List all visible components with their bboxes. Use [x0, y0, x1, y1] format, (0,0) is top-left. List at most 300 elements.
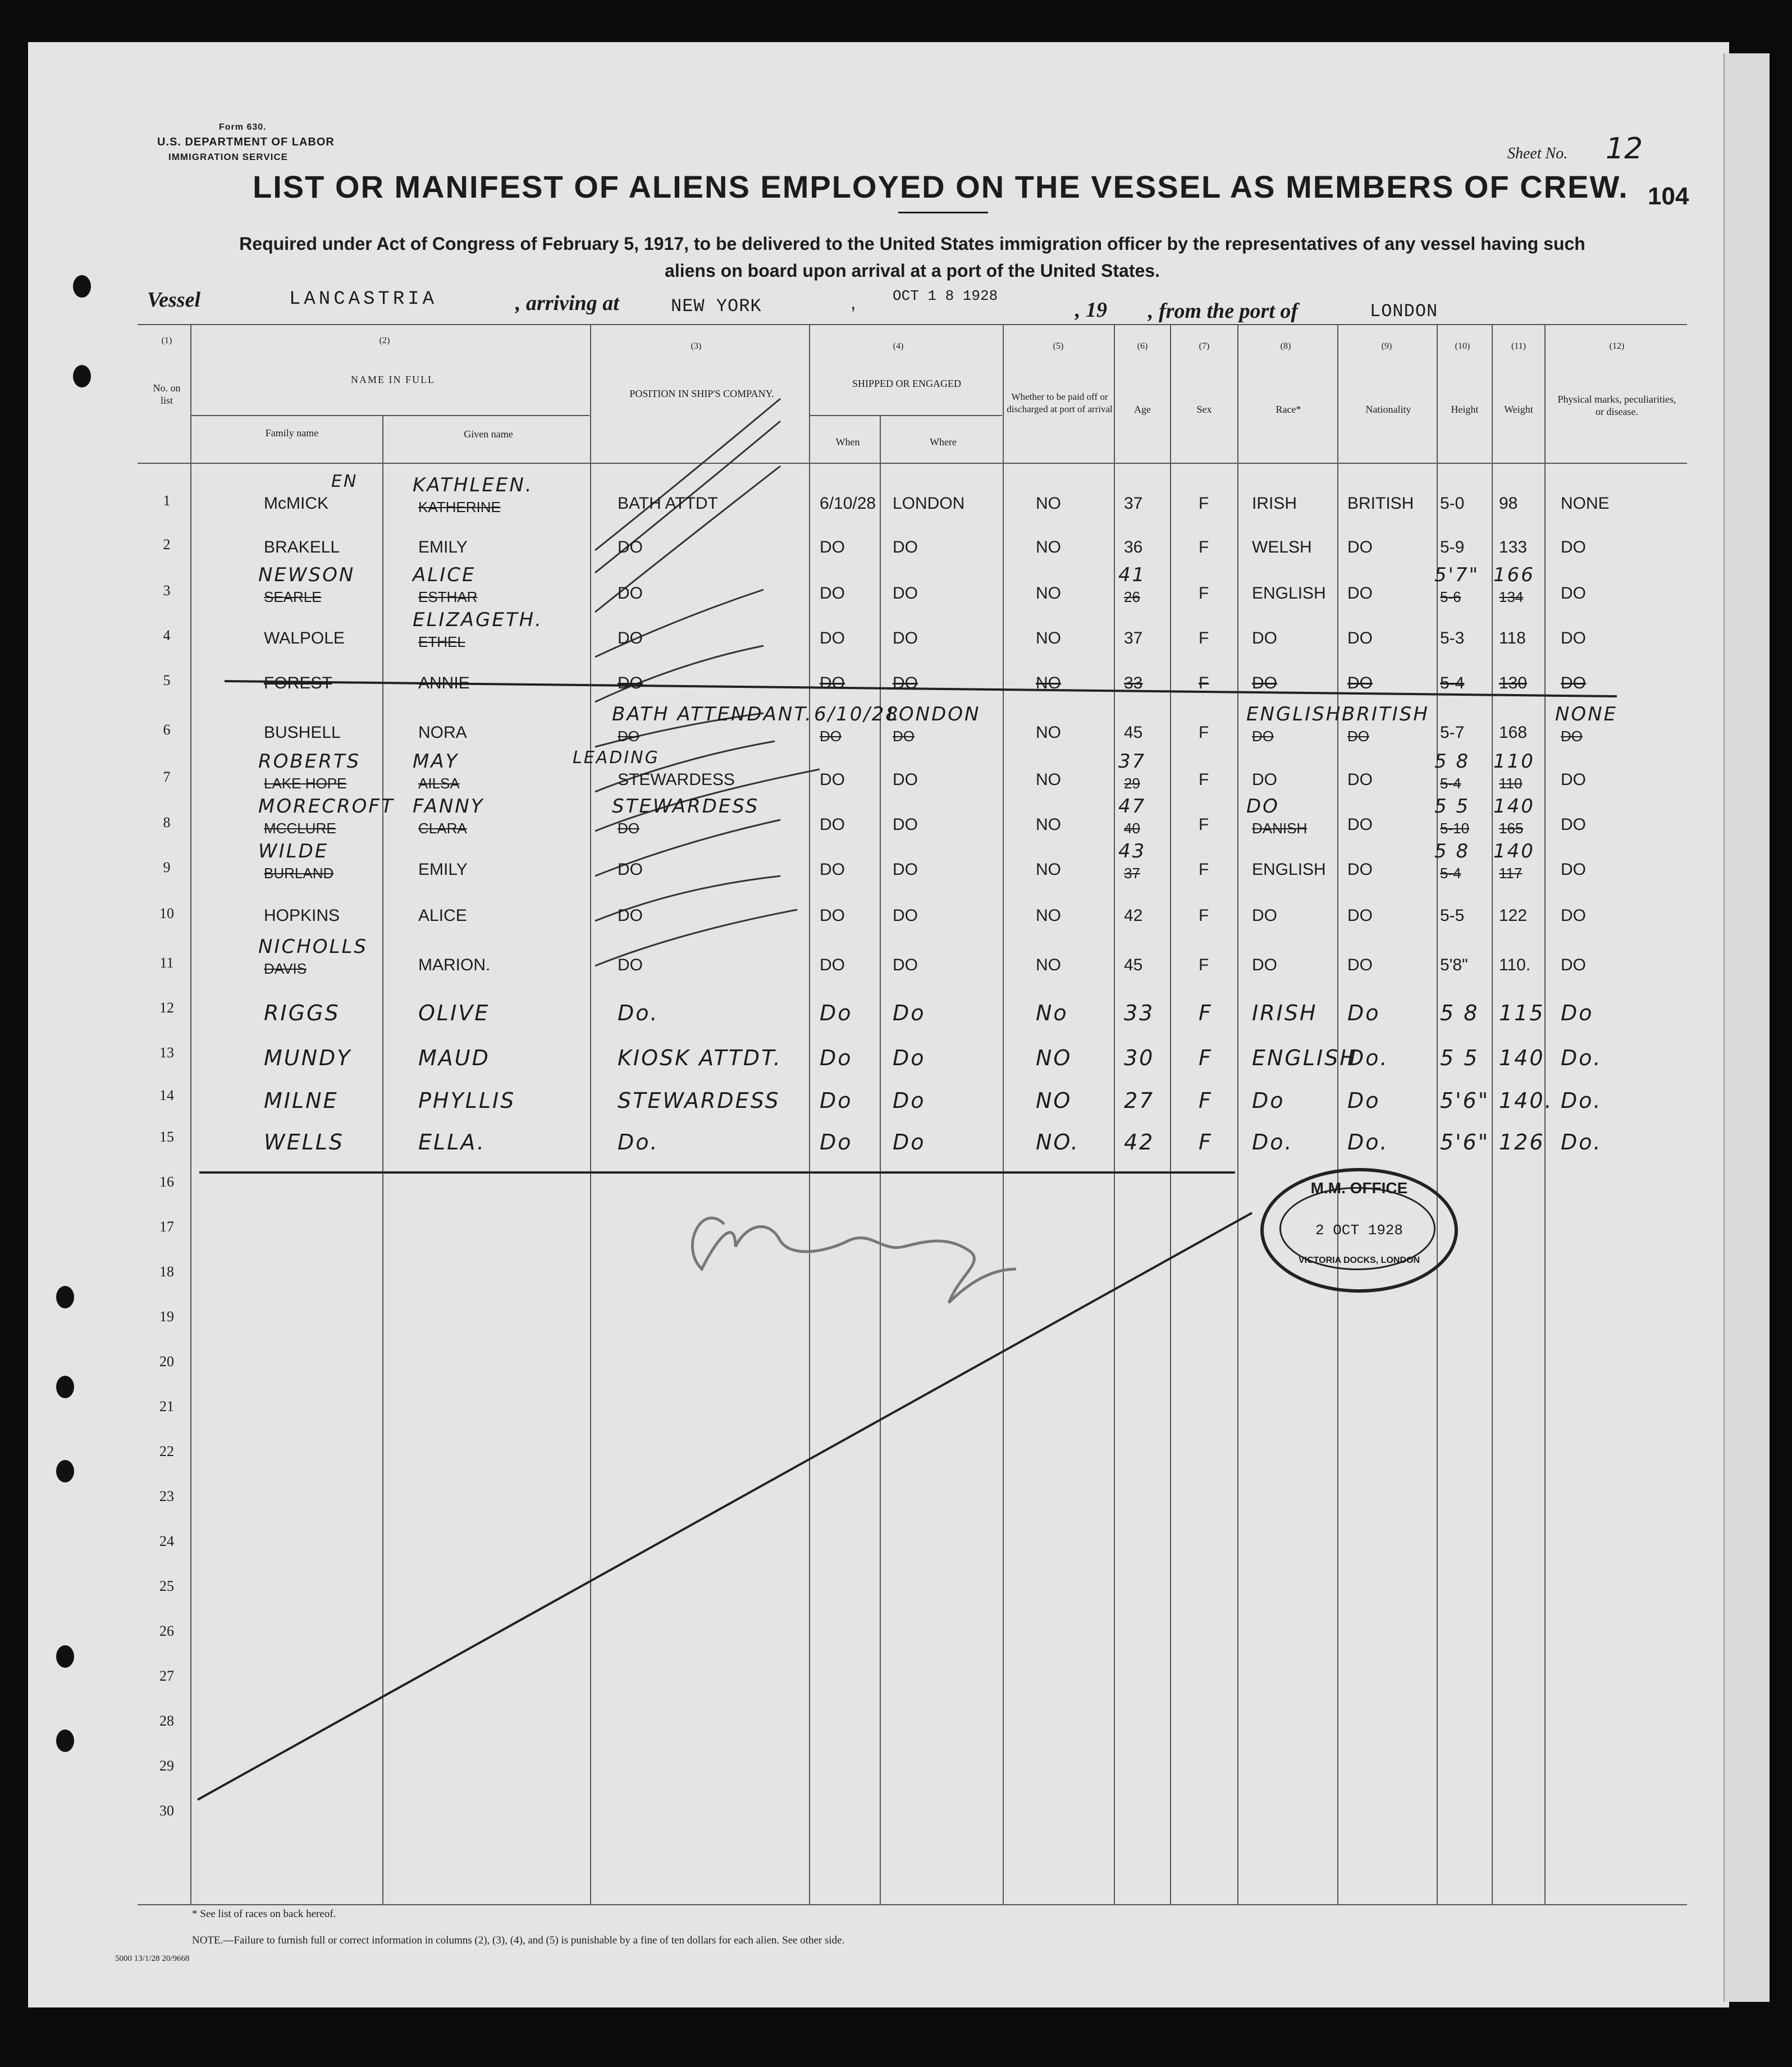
cell-age-correction: 37	[1118, 750, 1146, 773]
cell-height-correction: 5 8	[1434, 840, 1470, 863]
cell-race: ENGLISH	[1252, 1046, 1357, 1070]
cell-paid: NO	[1036, 815, 1061, 834]
cell-family: FOREST	[264, 674, 332, 692]
cell-sex: F	[1199, 860, 1209, 879]
from-port: LONDON	[1370, 301, 1438, 322]
cell-where: DO	[893, 770, 918, 789]
service-label: IMMIGRATION SERVICE	[168, 152, 288, 162]
cell-height-correction: 5 5	[1434, 795, 1470, 818]
check-mark	[595, 399, 780, 550]
row-number: 16	[159, 1174, 174, 1190]
cell-family: SEARLE	[264, 588, 322, 605]
signature-stroke	[692, 1218, 1016, 1303]
col-header-position: POSITION IN SHIP'S COMPANY.	[629, 388, 774, 399]
cell-when: DO	[820, 584, 845, 603]
cell-given-correction: MAY	[413, 750, 459, 773]
cell-paid: NO	[1036, 770, 1061, 789]
cell-race: DO	[1252, 956, 1277, 974]
col-header-given: Given name	[464, 428, 513, 440]
cell-given: ETHEL	[418, 633, 465, 650]
cell-given: EMILY	[418, 538, 468, 556]
row-number: 26	[159, 1623, 174, 1639]
col-header-race: Race*	[1276, 404, 1301, 415]
cell-where: DO	[893, 629, 918, 647]
cell-race: DO	[1252, 906, 1277, 925]
cell-weight: 110.	[1499, 956, 1531, 974]
cell-nationality: DO	[1347, 815, 1373, 834]
arriving-label: , arriving at	[515, 291, 619, 315]
cell-family-correction: WILDE	[258, 840, 329, 863]
requirement-line-1: Required under Act of Congress of February 5, 1917, to be delivered to the United States immigration officer by the representatives of any vessel having such	[239, 234, 1585, 254]
cell-position: Do.	[618, 1130, 659, 1155]
row-number: 24	[159, 1533, 174, 1549]
cell-sex: F	[1199, 584, 1209, 603]
cell-weight: 115	[1499, 1001, 1545, 1025]
cell-position: DO	[618, 728, 639, 745]
cell-age: 36	[1124, 538, 1143, 556]
cell-where: DO	[893, 584, 918, 603]
cell-sex: F	[1199, 629, 1209, 647]
cell-position: Do.	[618, 1001, 659, 1025]
row-number: 14	[159, 1087, 174, 1103]
cell-sex: F	[1199, 723, 1209, 742]
cell-weight: 140	[1499, 1046, 1545, 1070]
cell-marks: DO	[1561, 674, 1586, 692]
cell-given: ANNIE	[418, 674, 470, 692]
cell-family: DAVIS	[264, 960, 307, 977]
cell-family: WELLS	[264, 1130, 345, 1155]
cell-position: DO	[618, 674, 643, 692]
row-number: 9	[163, 859, 171, 875]
cell-marks: Do.	[1561, 1046, 1602, 1070]
cell-where: DO	[893, 860, 918, 879]
arriving-comma: ,	[851, 292, 856, 313]
row-number: 15	[159, 1129, 174, 1145]
cell-position: DO	[618, 956, 643, 974]
cell-sex: F	[1199, 494, 1209, 513]
row-number: 20	[159, 1353, 174, 1370]
cell-weight-correction: 166	[1493, 564, 1535, 586]
cell-where: DO	[893, 815, 918, 834]
cell-marks: DO	[1561, 728, 1583, 745]
col-num: (5)	[1053, 341, 1064, 351]
cell-when: Do	[820, 1088, 853, 1113]
row-number: 1	[163, 492, 171, 509]
row-number: 12	[159, 1000, 174, 1016]
row-number: 13	[159, 1044, 174, 1061]
row-number: 10	[159, 905, 174, 921]
cell-paid: NO	[1036, 494, 1061, 513]
cell-where: Do	[893, 1046, 926, 1070]
cell-when: DO	[820, 860, 845, 879]
col-header-no: No. on list	[153, 382, 181, 406]
row-number: 8	[163, 814, 171, 831]
cell-where: Do	[893, 1088, 926, 1113]
cell-marks: Do	[1561, 1001, 1594, 1025]
race-footnote: * See list of races on back hereof.	[192, 1908, 336, 1920]
cell-height: 5-10	[1440, 820, 1470, 837]
cell-when: DO	[820, 674, 845, 692]
arriving-port: NEW YORK	[671, 296, 762, 317]
cell-given: EMILY	[418, 860, 468, 879]
col-header-marks: Physical marks, peculiarities, or disease.	[1557, 394, 1676, 417]
cell-height: 5 8	[1440, 1001, 1479, 1025]
cell-where: DO	[893, 906, 918, 925]
col-num: (12)	[1609, 341, 1625, 351]
cell-given-correction: ELIZAGETH.	[413, 609, 543, 631]
row-number: 23	[159, 1488, 174, 1504]
cell-weight-correction: 110	[1493, 750, 1535, 773]
cell-height: 5-6	[1440, 588, 1461, 605]
cell-family-correction: MORECROFT	[258, 795, 395, 818]
cell-position-note: LEADING	[573, 748, 660, 768]
row-number: 5	[163, 672, 171, 688]
cell-age: 37	[1124, 629, 1143, 647]
cell-when: Do	[820, 1001, 853, 1025]
col-header-paid-off: Whether to be paid off or discharged at port of arrival	[1007, 391, 1113, 414]
cell-given-correction: ALICE	[413, 564, 476, 586]
cell-sex: F	[1199, 674, 1209, 692]
mm-office-stamp	[1260, 1168, 1458, 1293]
page-number: 104	[1648, 182, 1689, 210]
row-number: 4	[163, 627, 171, 644]
cell-family: McMICK	[264, 494, 328, 513]
col-num: (1)	[161, 336, 172, 345]
cell-nationality: DO	[1347, 538, 1373, 556]
row-number: 7	[163, 769, 171, 785]
cell-nationality: BRITISH	[1347, 494, 1414, 513]
cell-race: Do	[1252, 1088, 1285, 1113]
col-header-when: When	[835, 436, 860, 448]
cell-paid: NO.	[1036, 1130, 1080, 1155]
cell-paid: No	[1036, 1001, 1068, 1025]
cell-weight-correction: 140	[1493, 840, 1535, 863]
cell-age: 45	[1124, 956, 1143, 974]
row-number: 29	[159, 1758, 174, 1774]
cell-height: 5-4	[1440, 674, 1465, 692]
cell-race: DO	[1252, 728, 1274, 745]
cell-height: 5-4	[1440, 775, 1461, 792]
cell-weight: 110	[1499, 775, 1523, 792]
cell-nationality: DO	[1347, 956, 1373, 974]
cell-nationality: DO	[1347, 770, 1373, 789]
cell-weight: 122	[1499, 906, 1528, 925]
cell-age: 42	[1124, 1130, 1155, 1155]
cell-height: 5-7	[1440, 723, 1465, 742]
cell-nationality: DO	[1347, 674, 1373, 692]
cell-when: DO	[820, 906, 845, 925]
col-num: (9)	[1381, 341, 1392, 351]
cell-family-correction: ROBERTS	[258, 750, 361, 773]
cell-marks: DO	[1561, 860, 1586, 879]
row-number: 21	[159, 1398, 174, 1414]
cell-family: HOPKINS	[264, 906, 340, 925]
cell-weight: 130	[1499, 674, 1528, 692]
cell-marks: DO	[1561, 906, 1586, 925]
cell-position: KIOSK ATTDT.	[618, 1046, 782, 1070]
cell-weight: 165	[1499, 820, 1524, 837]
cell-family: BURLAND	[264, 865, 334, 882]
cell-height: 5-4	[1440, 865, 1461, 882]
cell-position: STEWARDESS	[618, 1088, 780, 1113]
cell-marks: DO	[1561, 584, 1586, 603]
cell-race: WELSH	[1252, 538, 1312, 556]
col-header-weight: Weight	[1504, 404, 1533, 415]
col-num: (4)	[893, 341, 904, 351]
row-number: 6	[163, 722, 171, 738]
stamp-bottom-text: VICTORIA DOCKS, LONDON	[1298, 1256, 1420, 1265]
cell-family: WALPOLE	[264, 629, 345, 647]
cell-position: DO	[618, 538, 643, 556]
row-number: 27	[159, 1668, 174, 1684]
cell-age: 45	[1124, 723, 1143, 742]
cell-height-correction: 5 8	[1434, 750, 1470, 773]
col-num: (7)	[1199, 341, 1210, 351]
cell-family-correction: NICHOLLS	[258, 936, 368, 958]
cell-given: MAUD	[418, 1046, 490, 1070]
cell-position: DO	[618, 820, 639, 837]
cell-given: CLARA	[418, 820, 467, 837]
cell-given: PHYLLIS	[418, 1088, 516, 1113]
col-header-sex: Sex	[1196, 404, 1212, 415]
cell-race: DO	[1252, 770, 1277, 789]
row-number: 28	[159, 1713, 174, 1729]
cell-sex: F	[1199, 815, 1209, 834]
cell-when: DO	[820, 770, 845, 789]
sheet-label: Sheet No.	[1507, 145, 1568, 162]
row-number: 18	[159, 1263, 174, 1280]
col-header-name: NAME IN FULL	[351, 374, 435, 385]
cell-height: 5-5	[1440, 906, 1465, 925]
cell-nationality: Do.	[1347, 1046, 1389, 1070]
cell-race-correction: DO	[1246, 795, 1279, 818]
cell-paid: NO	[1036, 584, 1061, 603]
vessel-label: Vessel	[147, 288, 200, 312]
cell-when: DO	[820, 956, 845, 974]
penalty-note: NOTE.—Failure to furnish full or correct information in columns (2), (3), (4), and (5) is punishable by a fine of ten dollars for each alien. See other side.	[192, 1934, 845, 1946]
cell-height-correction: 5'7"	[1434, 564, 1480, 586]
cell-given-correction: FANNY	[413, 795, 484, 818]
cell-marks: DO	[1561, 538, 1586, 556]
stamp-top-text: M.M. OFFICE	[1310, 1179, 1408, 1197]
cell-family: MCCLURE	[264, 820, 336, 837]
cell-age-correction: 41	[1118, 564, 1146, 586]
cell-age: 33	[1124, 674, 1143, 692]
cell-paid: NO	[1036, 629, 1061, 647]
cell-weight: 168	[1499, 723, 1528, 742]
document-title: LIST OR MANIFEST OF ALIENS EMPLOYED ON THE VESSEL AS MEMBERS OF CREW.	[253, 169, 1629, 204]
cell-marks-correction: NONE	[1555, 703, 1618, 725]
col-num: (10)	[1455, 341, 1470, 351]
col-num: (2)	[379, 336, 390, 345]
row-number: 11	[159, 955, 174, 971]
cell-age: 26	[1124, 588, 1140, 605]
cell-paid: NO	[1036, 674, 1061, 692]
cell-height: 5-3	[1440, 629, 1465, 647]
cell-given: ESTHAR	[418, 588, 478, 605]
cell-when: DO	[820, 815, 845, 834]
cell-family: MILNE	[264, 1088, 339, 1113]
vessel-name: LANCASTRIA	[289, 289, 438, 310]
cell-family-note: EN	[331, 472, 358, 491]
cell-when: DO	[820, 728, 842, 745]
cell-family: LAKE HOPE	[264, 775, 347, 792]
cell-age: 29	[1124, 775, 1140, 792]
col-header-age: Age	[1134, 404, 1151, 415]
cell-given: AILSA	[418, 775, 460, 792]
col-num: (3)	[691, 341, 702, 351]
cell-race: DO	[1252, 629, 1277, 647]
cell-given: ALICE	[418, 906, 467, 925]
cell-marks: DO	[1561, 956, 1586, 974]
cell-given: MARION.	[418, 956, 491, 974]
cell-weight: 126	[1499, 1130, 1545, 1155]
cell-where: DO	[893, 728, 915, 745]
cell-sex: F	[1199, 1130, 1213, 1155]
cell-weight: 118	[1499, 629, 1526, 647]
cell-family-correction: NEWSON	[258, 564, 355, 586]
col-header-shipped: SHIPPED OR ENGAGED	[852, 378, 961, 389]
cell-weight: 117	[1499, 865, 1523, 882]
col-header-nationality: Nationality	[1365, 404, 1411, 415]
cell-position-correction: BATH ATTENDANT.	[612, 703, 813, 725]
from-label: , from the port of	[1148, 299, 1299, 323]
col-num: (8)	[1280, 341, 1291, 351]
cell-age: 37	[1124, 494, 1143, 513]
cell-where-correction: LONDON	[887, 703, 981, 725]
cell-height: 5-9	[1440, 538, 1465, 556]
cell-marks: DO	[1561, 770, 1586, 789]
cell-sex: F	[1199, 538, 1209, 556]
cell-position: DO	[618, 584, 643, 603]
cell-sex: F	[1199, 1046, 1213, 1070]
cell-where: Do	[893, 1130, 926, 1155]
cell-nationality: DO	[1347, 906, 1373, 925]
cell-when: 6/10/28	[820, 494, 876, 513]
cell-given: NORA	[418, 723, 467, 742]
print-code: 5000 13/1/28 20/9668	[115, 1954, 190, 1963]
col-header-where: Where	[930, 436, 957, 448]
cell-position: DO	[618, 860, 643, 879]
cell-when-correction: 6/10/28	[814, 703, 900, 725]
row-number: 19	[159, 1308, 174, 1325]
cell-paid: NO	[1036, 906, 1061, 925]
cell-height: 5'6"	[1440, 1088, 1490, 1113]
cell-sex: F	[1199, 770, 1209, 789]
cell-nationality: Do.	[1347, 1130, 1389, 1155]
cell-marks: DO	[1561, 815, 1586, 834]
cell-race-correction: ENGLISH	[1246, 703, 1342, 725]
col-header-height: Height	[1451, 404, 1479, 415]
cell-race: Do.	[1252, 1130, 1293, 1155]
cell-given-correction: KATHLEEN.	[413, 474, 533, 496]
row-number: 22	[159, 1443, 174, 1459]
cell-where: LONDON	[893, 494, 965, 513]
cell-nationality: DO	[1347, 860, 1373, 879]
cell-where: DO	[893, 956, 918, 974]
cell-weight-correction: 140	[1493, 795, 1535, 818]
cell-race: IRISH	[1252, 1001, 1318, 1025]
cell-height: 5 5	[1440, 1046, 1479, 1070]
cell-nationality: Do	[1347, 1001, 1380, 1025]
cell-where: Do	[893, 1001, 926, 1025]
department-label: U.S. DEPARTMENT OF LABOR	[157, 136, 335, 148]
cell-nationality: Do	[1347, 1088, 1380, 1113]
cell-paid: NO	[1036, 1088, 1072, 1113]
cell-weight: 98	[1499, 494, 1518, 513]
cell-paid: NO	[1036, 1046, 1072, 1070]
row-number: 3	[163, 582, 171, 599]
row-number: 17	[159, 1219, 174, 1235]
year-label: , 19	[1075, 298, 1107, 322]
cell-age: 27	[1124, 1088, 1155, 1113]
cell-nationality-correction: BRITISH	[1342, 703, 1429, 725]
cell-given: ELLA.	[418, 1130, 486, 1155]
cell-family: MUNDY	[264, 1046, 352, 1070]
cell-age-correction: 47	[1118, 795, 1146, 818]
cell-family: BUSHELL	[264, 723, 341, 742]
cell-race: ENGLISH	[1252, 584, 1326, 603]
cell-race: IRISH	[1252, 494, 1297, 513]
sheet-number: 12	[1606, 132, 1643, 166]
cell-age: 30	[1124, 1046, 1155, 1070]
cell-where: DO	[893, 674, 918, 692]
cell-family: BRAKELL	[264, 538, 340, 556]
cell-height: 5-0	[1440, 494, 1465, 513]
cell-marks: NONE	[1561, 494, 1610, 513]
cell-height: 5'6"	[1440, 1130, 1490, 1155]
cell-position: BATH ATTDT	[618, 494, 718, 513]
col-num: (6)	[1137, 341, 1148, 351]
cell-age: 42	[1124, 906, 1143, 925]
cell-position: DO	[618, 906, 643, 925]
cell-paid: NO	[1036, 538, 1061, 556]
cell-when: Do	[820, 1130, 853, 1155]
cell-sex: F	[1199, 906, 1209, 925]
cell-position: STEWARDESS	[618, 770, 735, 789]
row-number: 2	[163, 536, 171, 553]
cell-family: RIGGS	[264, 1001, 340, 1025]
cell-weight: 133	[1499, 538, 1528, 556]
cell-position: DO	[618, 629, 643, 647]
arrival-date-stamp: OCT 1 8 1928	[893, 288, 998, 304]
cell-race: ENGLISH	[1252, 860, 1326, 879]
cell-age-correction: 43	[1118, 840, 1146, 863]
diagonal-cancel-line	[198, 1213, 1252, 1800]
row-number: 25	[159, 1578, 174, 1594]
cell-marks: DO	[1561, 629, 1586, 647]
cell-nationality: DO	[1347, 629, 1373, 647]
cell-marks: Do.	[1561, 1130, 1602, 1155]
form-label: Form 630.	[219, 122, 267, 132]
row-number: 30	[159, 1803, 174, 1819]
cell-marks: Do.	[1561, 1088, 1602, 1113]
cell-sex: F	[1199, 956, 1209, 974]
cell-weight: 134	[1499, 588, 1524, 605]
cell-when: DO	[820, 538, 845, 556]
cell-age: 33	[1124, 1001, 1155, 1025]
cell-age: 40	[1124, 820, 1140, 837]
cell-given: OLIVE	[418, 1001, 490, 1025]
cell-paid: NO	[1036, 860, 1061, 879]
cell-paid: NO	[1036, 956, 1061, 974]
col-num: (11)	[1511, 341, 1526, 351]
cell-given: KATHERINE	[418, 499, 501, 515]
cell-where: DO	[893, 538, 918, 556]
cell-sex: F	[1199, 1001, 1213, 1025]
cell-paid: NO	[1036, 723, 1061, 742]
cell-sex: F	[1199, 1088, 1213, 1113]
